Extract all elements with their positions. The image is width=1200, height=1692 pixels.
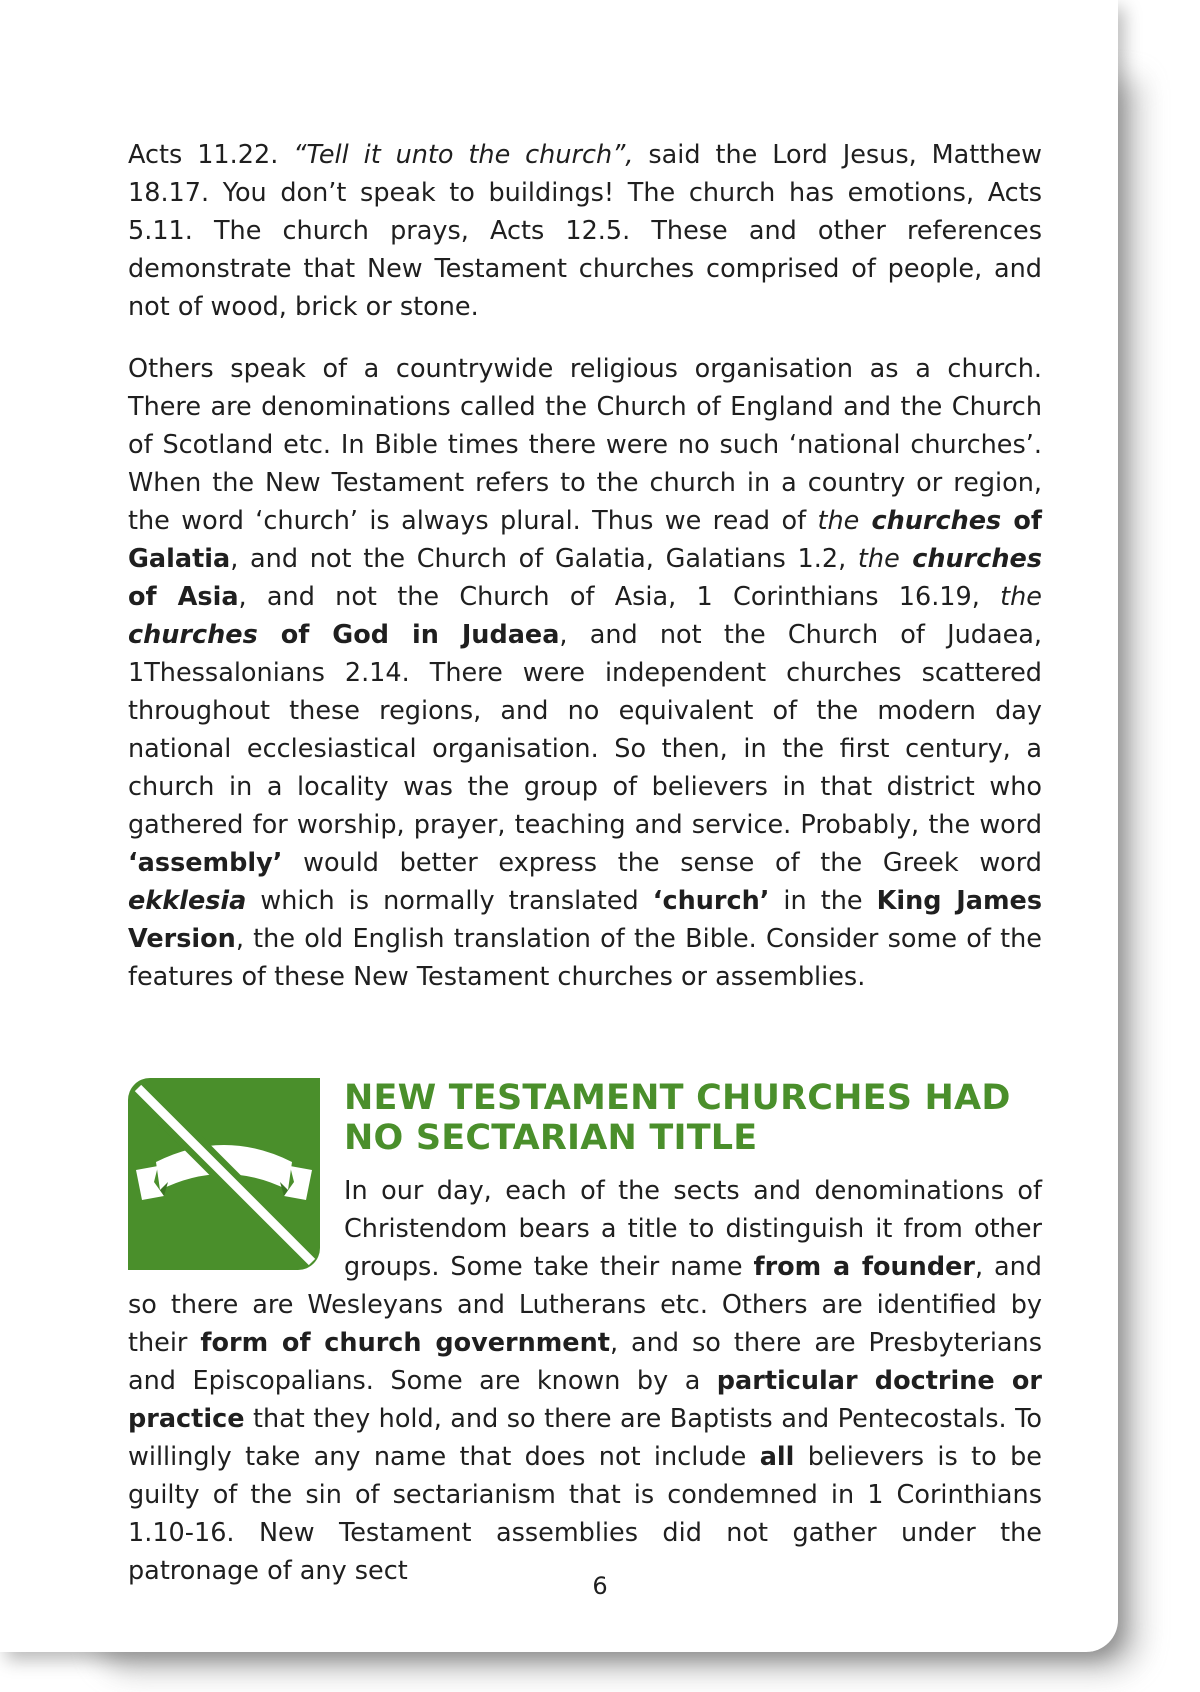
bold-ekklesia: ekklesia (128, 886, 247, 916)
bold-assembly: ‘assembly’ (128, 848, 283, 878)
text: would better express the sense of the Greek word (282, 848, 1042, 878)
page-number: 6 (592, 1572, 608, 1600)
bold-region: of Asia (128, 582, 239, 612)
text: Acts 11.22. (128, 140, 294, 170)
heading-line-1: NEW TESTAMENT CHURCHES HAD (344, 1078, 1011, 1118)
text: In our day, each of the sects and denominations of Christendom bears a title to distinguish it from other groups. Some take their name (344, 1176, 1042, 1282)
italic-the: the (857, 544, 900, 574)
bold-region: of God in Judaea (257, 620, 560, 650)
section-no-sectarian-title (128, 1078, 1042, 1590)
bold-church: ‘church’ (652, 886, 770, 916)
paragraph-2 (128, 350, 1042, 996)
bold-churches: churches (128, 620, 258, 650)
text: , and so there are Presbyterians and Episcopalians. Some are known by a (128, 1328, 1042, 1396)
italic-the: the (1000, 582, 1042, 612)
no-banner-icon (128, 1078, 320, 1270)
bold-churches: churches (859, 506, 1002, 536)
paragraph-1 (128, 136, 1042, 326)
italic-the: the (817, 506, 860, 536)
quote: “Tell it unto the church”, (293, 140, 634, 170)
text: believers is to be guilty of the sin of sectarianism that is condemned in 1 Corinthians 1.10-16. New Testament assemblies did not gather under the patronage of any sect (128, 1442, 1042, 1586)
bold-doctrine: particular doctrine or practice (128, 1366, 1042, 1434)
text: that they hold, and so there are Baptists and Pentecostals. To willingly take any name that does not include (128, 1404, 1042, 1472)
text: , and not the Church of Galatia, Galatians 1.2, (230, 544, 858, 574)
text: which is normally translated (246, 886, 653, 916)
bold-region: of Galatia (128, 506, 1042, 574)
bold-churches: churches (899, 544, 1043, 574)
text: , and so there are Wesleyans and Lutherans etc. Others are identified by their (128, 1252, 1042, 1358)
text: said the Lord Jesus, Matthew 18.17. You don’t speak to buildings! The church has emotions, Acts 5.11. The church prays, Acts 12.5. These and other references demonstrate that New Testament churches comprised of people, and not of wood, brick or stone. (128, 140, 1042, 322)
bold-all: all (759, 1442, 795, 1472)
text: , and not the Church of Judaea, 1Thessalonians 2.14. There were independent churches scattered throughout these regions, and no equivalent of the modern day national ecclesiastical organisation. So then, in the first century, a church in a locality was the group of believers in that district who gathered for worship, prayer, teaching and service. Probably, the word (128, 620, 1042, 840)
text: , and not the Church of Asia, 1 Corinthians 16.19, (238, 582, 1001, 612)
bold-government: form of church government (200, 1328, 610, 1358)
text: in the (769, 886, 877, 916)
bold-kjv: King James Version (128, 886, 1042, 954)
heading-line-2: NO SECTARIAN TITLE (344, 1118, 758, 1158)
text: Others speak of a countrywide religious organisation as a church. There are denominations called the Church of England and the Church of Scotland etc. In Bible times there were no such ‘national churches’. When the New Testament refers to the church in a country or region, the word ‘church’ is always plural. Thus we read of (128, 354, 1042, 536)
text: , the old English translation of the Bible. Consider some of the features of these New Testament churches or assemblies. (128, 924, 1042, 992)
bold-founder: from a founder (753, 1252, 975, 1282)
